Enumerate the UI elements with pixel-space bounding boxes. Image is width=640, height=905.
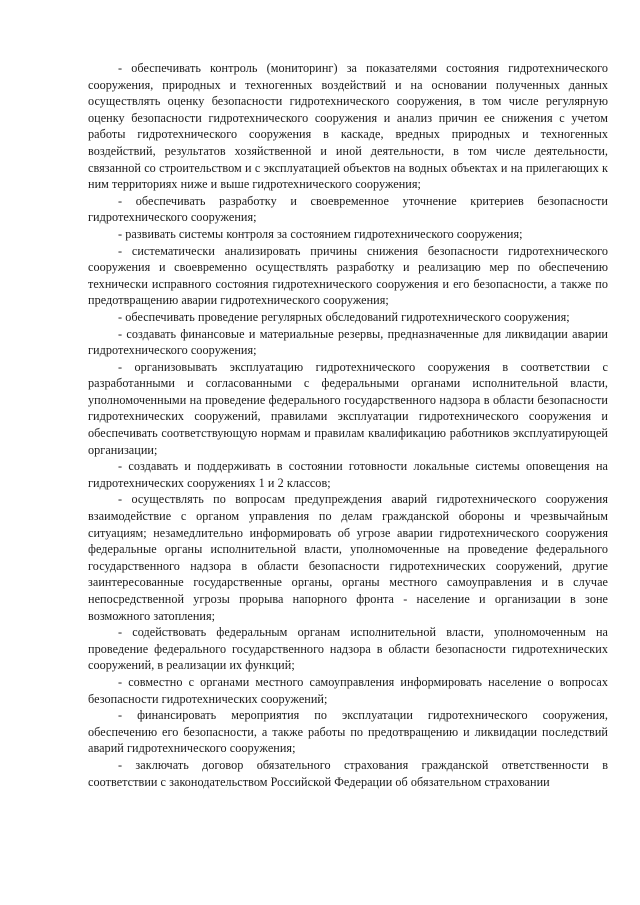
paragraph: - осуществлять по вопросам предупреждения аварий гидротехнического сооружения взаимодействие с органом управления по делам гражданской обороны и чрезвычайным ситуациям; незамедлительно информировать об угрозе аварии гидротехнического сооружения федеральные органы исполнительной власти, уполномоченные на проведение федерального государственного надзора в области безопасности гидротехнических сооружений, другие заинтересованные государственные органы, органы местного самоуправления и в случае непосредственной угрозы прорыва напорного фронта - население и организации в зоне возможного затопления; xyxy=(88,492,608,623)
paragraph: - организовывать эксплуатацию гидротехнического сооружения в соответствии с разработанными и согласованными с федеральными органами исполнительной власти, уполномоченными на проведение федерального государственного надзора в области безопасности гидротехнических сооружений, правилами эксплуатации гидротехнического сооружения и обеспечивать соответствующую нормам и правилам квалификацию работников эксплуатирующей организации; xyxy=(88,359,608,457)
paragraph: - создавать и поддерживать в состоянии готовности локальные системы оповещения на гидротехнических сооружениях 1 и 2 классов; xyxy=(88,459,608,490)
paragraph: - создавать финансовые и материальные резервы, предназначенные для ликвидации аварии гидротехнического сооружения; xyxy=(88,326,608,358)
paragraph: - систематически анализировать причины снижения безопасности гидротехнического сооружения и своевременно осуществлять разработку и реализацию мер по обеспечению технически исправного состояния гидротехнического сооружения и его безопасности, а также по предотвращению аварии гидротехнического сооружения; xyxy=(88,243,608,308)
paragraph: - развивать системы контроля за состоянием гидротехнического сооружения; xyxy=(118,226,523,241)
paragraph: - заключать договор обязательного страхования гражданской ответственности в соответствии с законодательством Российской Федерации об обязательном страховании xyxy=(88,757,608,789)
document-body xyxy=(88,60,608,790)
paragraph: - обеспечивать контроль (мониторинг) за показателями состояния гидротехнического сооружения, природных и техногенных воздействий и на основании полученных данных осуществлять оценку безопасности гидротехнического сооружения, в том числе регулярную оценку безопасности гидротехнического сооружения и анализ причин ее снижения с учетом работы гидротехнического сооружения в каскаде, вредных природных и техногенных воздействий, результатов хозяйственной и иной деятельности, в том числе деятельности, связанной со строительством и с эксплуатацией объектов на водных объектах и на прилегающих к ним территориях ниже и выше гидротехнического сооружения; xyxy=(88,61,608,192)
paragraph: - содействовать федеральным органам исполнительной власти, уполномоченным на проведение федерального государственного надзора в области безопасности гидротехнических сооружений, в реализации их функций; xyxy=(88,625,608,673)
paragraph: - финансировать мероприятия по эксплуатации гидротехнического сооружения, обеспечению его безопасности, а также работы по предотвращению и ликвидации последствий аварий гидротехнического сооружения; xyxy=(88,708,608,756)
paragraph: - обеспечивать проведение регулярных обследований гидротехнического сооружения; xyxy=(118,309,570,324)
paragraph: - совместно с органами местного самоуправления информировать население о вопросах безопасности гидротехнических сооружений; xyxy=(88,674,608,706)
paragraph: - обеспечивать разработку и своевременное уточнение критериев безопасности гидротехнического сооружения; xyxy=(88,193,608,225)
